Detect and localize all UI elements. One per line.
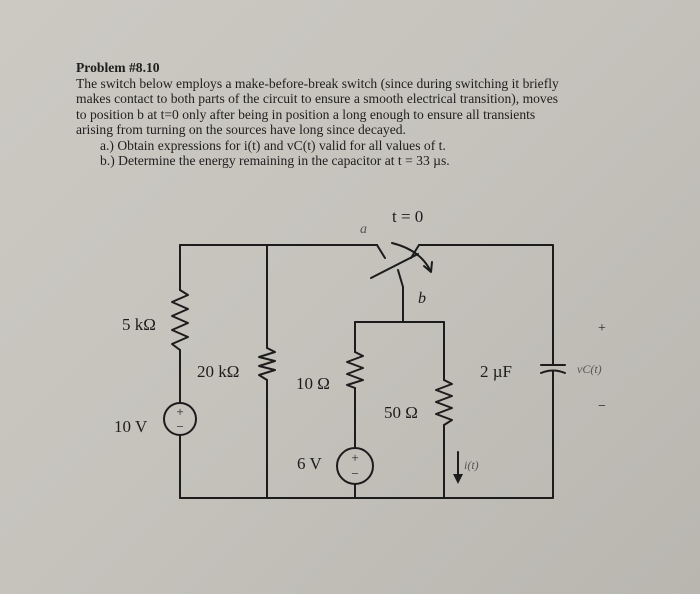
capacitor-voltage-label: vC(t) [577,362,602,376]
problem-line-1: The switch below employs a make-before-break switch (since during switching it briefly [76,75,559,91]
resistor-10-label: 10 Ω [296,374,330,393]
capacitor-plus-label: + [598,321,606,336]
capacitor-minus-label: − [598,399,606,414]
capacitor-2uf [541,350,565,380]
problem-line-2: makes contact to both parts of the circuit to ensure a smooth electrical transition), moves [76,91,559,106]
resistor-50 [436,380,452,425]
capacitor-label: 2 µF [480,362,512,381]
svg-text:+: + [351,450,359,465]
resistor-20k [259,348,275,380]
problem-line-4: arising from turning on the sources have long since decayed. [76,122,406,137]
switch-position-b-label: b [418,290,426,307]
voltage-source-6v-label: 6 V [297,454,322,473]
problem-part-b: b.) Determine the energy remaining in the capacitor at t = 33 µs. [100,153,450,168]
voltage-source-10v-label: 10 V [114,417,148,436]
problem-title: Problem #8.10 [76,60,160,75]
voltage-source-10v [164,403,196,435]
switch-position-a-label: a [360,222,367,237]
resistor-50-label: 50 Ω [384,403,418,422]
problem-part-a: a.) Obtain expressions for i(t) and vC(t) valid for all values of t. [100,137,446,153]
resistor-10 [347,352,363,388]
resistor-5k [172,290,188,350]
resistor-5k-label: 5 kΩ [122,315,156,334]
make-before-break-switch [371,243,432,287]
switch-time-label: t = 0 [392,207,424,226]
svg-text:+: + [176,404,184,419]
svg-text:−: − [351,466,359,481]
voltage-source-6v [337,448,373,484]
current-arrow [453,452,463,484]
resistor-20k-label: 20 kΩ [197,362,240,381]
problem-line-3: to position b at t=0 only after being in position a long enough to ensure all transients [76,106,536,122]
current-label: i(t) [464,458,479,472]
svg-text:−: − [176,419,184,434]
